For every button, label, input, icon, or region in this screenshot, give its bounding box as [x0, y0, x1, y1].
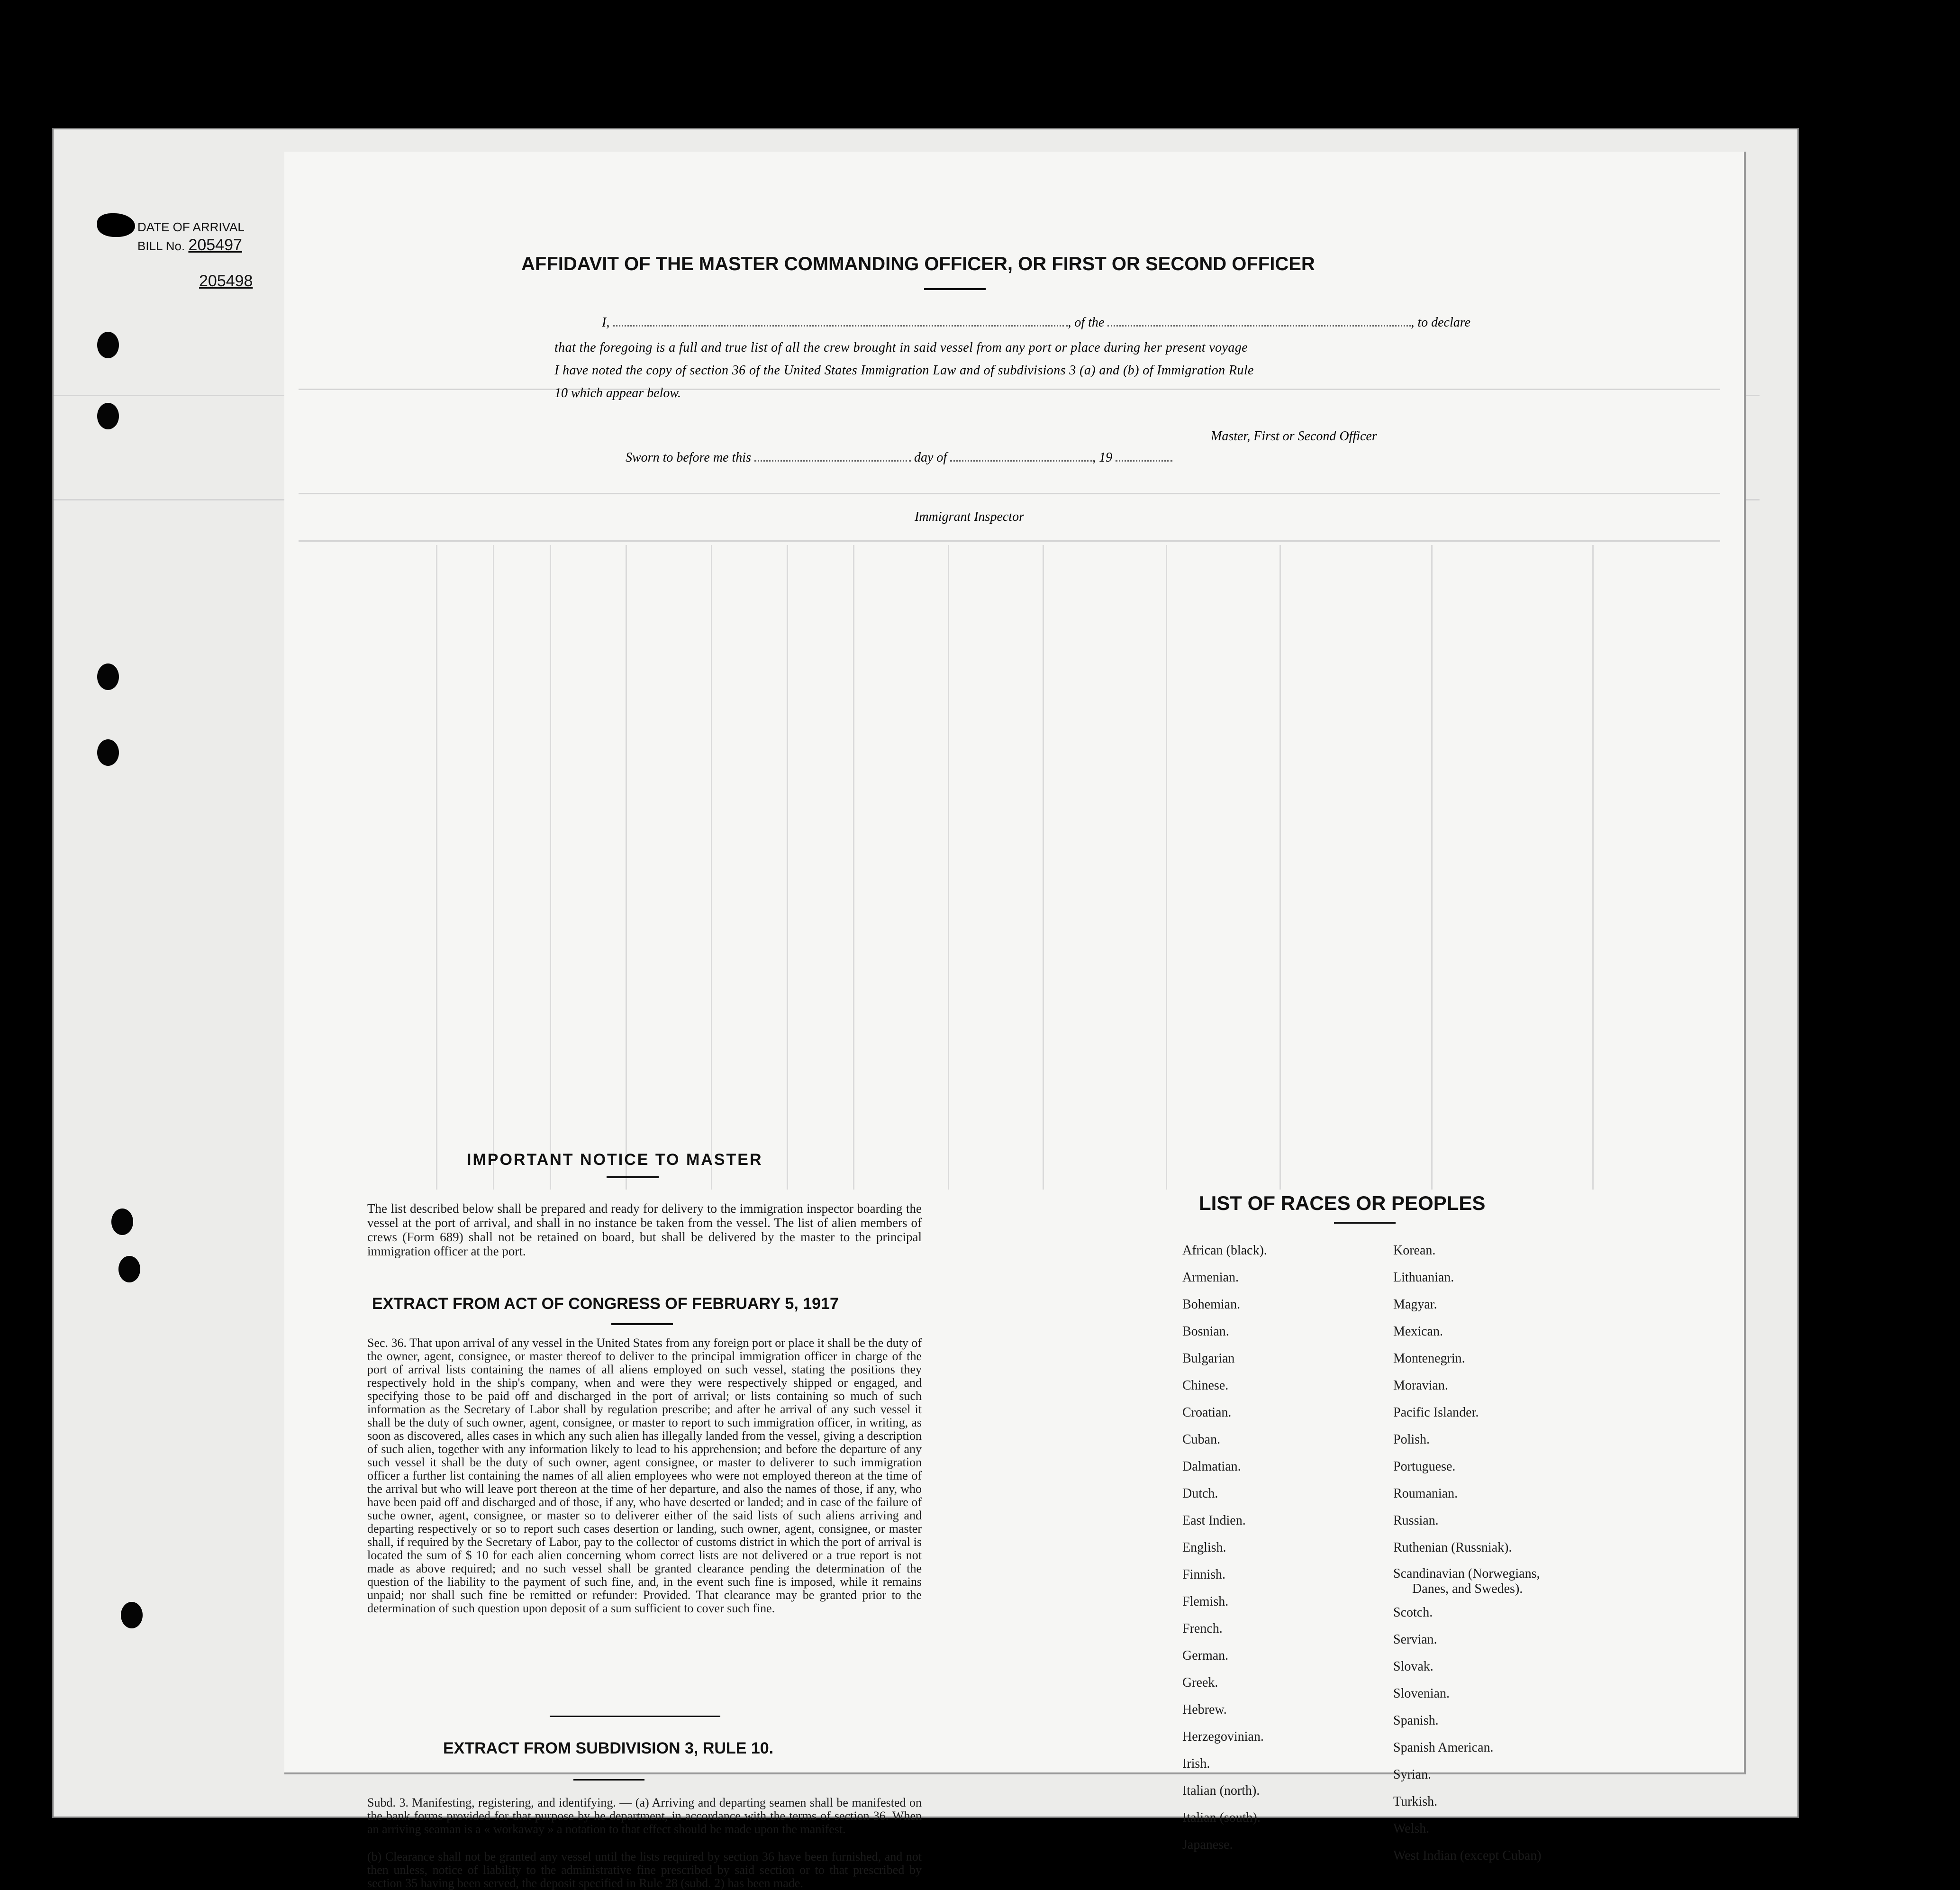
race-item: Italian (north).	[1182, 1783, 1260, 1798]
race-item: Korean.	[1393, 1243, 1436, 1258]
day-of-label: day of	[914, 450, 947, 465]
affidavit-line-1	[602, 315, 1470, 330]
bill-number-2: 205498	[199, 272, 253, 290]
race-item: Magyar.	[1393, 1297, 1437, 1312]
punch-hole	[118, 1256, 140, 1282]
sworn-label: Sworn to before me this	[626, 450, 751, 465]
year-label: , 19	[1092, 450, 1113, 465]
punch-hole	[97, 663, 119, 690]
race-item: Greek.	[1182, 1675, 1218, 1690]
race-item: Bohemian.	[1182, 1297, 1241, 1312]
race-item: Hebrew.	[1182, 1702, 1227, 1717]
race-item: Ruthenian (Russniak).	[1393, 1540, 1512, 1555]
race-item: Montenegrin.	[1393, 1351, 1465, 1366]
race-item: French.	[1182, 1621, 1223, 1636]
race-item: Bulgarian	[1182, 1351, 1235, 1366]
punch-hole	[97, 332, 119, 358]
race-item: Polish.	[1393, 1432, 1430, 1447]
notice-heading: IMPORTANT NOTICE TO MASTER	[467, 1151, 763, 1169]
ink-blot	[97, 213, 135, 237]
race-item: Scotch.	[1393, 1605, 1433, 1620]
race-item: Bosnian.	[1182, 1324, 1229, 1339]
inspector-label: Immigrant Inspector	[915, 509, 1024, 524]
affidavit-line-2: that the foregoing is a full and true list of all the crew brought in said vessel from any port or place during her present voyage	[554, 340, 1248, 355]
act-extract-rule	[611, 1323, 673, 1325]
race-item: Slovak.	[1393, 1659, 1434, 1674]
bill-label: BILL No.	[137, 239, 185, 253]
affidavit-line-4: 10 which appear below.	[554, 386, 681, 400]
race-item: Lithuanian.	[1393, 1270, 1454, 1285]
race-item: African (black).	[1182, 1243, 1267, 1258]
race-item: Cuban.	[1182, 1432, 1221, 1447]
race-item: Mexican.	[1393, 1324, 1443, 1339]
affidavit-i: I,	[602, 315, 610, 330]
rule-extract-text-a: Subd. 3. Manifesting, registering, and identifying. — (a) Arriving and departing seamen shall be manifested on the bank forms provided for that purpose by he department, in accordance with the terms of section 36. When an arriving seaman is a « workaway » a notation to that effect should be made upon the manifest.	[367, 1796, 922, 1836]
affidavit-heading: AFFIDAVIT OF THE MASTER COMMANDING OFFICER, OR FIRST OR SECOND OFFICER	[521, 254, 1315, 274]
punch-hole	[97, 739, 119, 766]
race-item: Dalmatian.	[1182, 1459, 1241, 1474]
races-list-left	[1182, 1237, 1267, 1858]
race-item: Slovenian.	[1393, 1686, 1450, 1701]
races-rule	[1334, 1222, 1396, 1224]
race-item: Armenian.	[1182, 1270, 1239, 1285]
heading-rule	[924, 288, 986, 290]
date-of-arrival-label: DATE OF ARRIVAL	[137, 220, 245, 234]
race-item: Moravian.	[1393, 1378, 1448, 1393]
sworn-line	[626, 450, 1172, 465]
race-item: Turkish.	[1393, 1794, 1438, 1809]
act-extract-text: Sec. 36. That upon arrival of any vessel in the United States from any foreign port or place it shall be the duty of the owner, agent, consignee, or master thereof to deliver to the principal immigration officer in charge of the port of arrival lists containing the names of all aliens employed on such vessel, stating the positions they respectively hold in the ship's company, when and were they were respectively shipped or engaged, and specifying those to be paid off and discharged in the port of arrival; or lists containing so much of such information as the Secretary of Labor shall by regulation prescribe; and after he arrival of any such vessel it shall be the duty of such owner, agent, consignee, or master to report to such immigration officer, in writing, as soon as discovered, alles cases in which any such alien has illegally landed from the vessel, giving a description of such alien, together with any information likely to lead to his apprehension; and before the departure of any such vessel it shall be the duty of such owner, agent consignee, or master to deliverer to such immigration officer a further list containing the names of all alien employees who were not employed thereon at the time of the arrival but who will leave port thereon at the time of her departure, and also the names of those, if any, who have been paid off and discharged and of those, if any, who have deserted or landed; and in case of the failure of suche owner, agent, consignee, or master so to deliverer either of the said lists of such aliens arriving and departing respectively or so to report such cases desertion or landing, such owner, agent, consignee, or master shall, if required by the Secretary of Labor, pay to the collector of customs district in which the port of arrival is located the sum of $ 10 for each alien concerning whom correct lists are not delivered or a true report is not made as above required; and no such vessel shall be granted clearance pending the determination of the question of the liability to the payment of such fine, and, in the event such fine is imposed, while it remains unpaid; nor shall such fine be remitted or refunder: Provided. That clearance may be granted prior to the determination of such question upon deposit of a sum sufficient to cover such fine.	[367, 1336, 922, 1615]
race-item: Dutch.	[1182, 1486, 1218, 1501]
bill-number-1: 205497	[188, 236, 242, 254]
race-item: German.	[1182, 1648, 1229, 1663]
race-item: Syrian.	[1393, 1767, 1432, 1782]
race-item: Croatian.	[1182, 1405, 1232, 1420]
races-heading: LIST OF RACES OR PEOPLES	[1199, 1192, 1486, 1214]
act-extract-heading: EXTRACT FROM ACT OF CONGRESS OF FEBRUARY 5, 1917	[372, 1295, 839, 1313]
punch-hole	[97, 403, 119, 429]
race-item: Italian (south).	[1182, 1810, 1261, 1825]
affidavit-to-declare: , to declare	[1411, 315, 1471, 330]
race-item: Danes, and Swedes).	[1412, 1581, 1523, 1596]
race-item: Russian.	[1393, 1513, 1439, 1528]
race-item: Servian.	[1393, 1632, 1437, 1647]
bill-stub	[137, 218, 253, 290]
race-item: Spanish.	[1393, 1713, 1439, 1728]
rule-extract-rule	[573, 1779, 644, 1781]
race-item: Welsh.	[1393, 1821, 1430, 1836]
race-item: Flemish.	[1182, 1594, 1229, 1609]
master-signature-label: Master, First or Second Officer	[1211, 429, 1377, 444]
race-item: Finnish.	[1182, 1567, 1226, 1582]
race-item: East Indien.	[1182, 1513, 1246, 1528]
race-item: Herzegovinian.	[1182, 1729, 1264, 1744]
race-item: Scandinavian (Norwegians,	[1393, 1566, 1540, 1581]
section-divider	[550, 1716, 720, 1717]
race-item: Portuguese.	[1393, 1459, 1456, 1474]
race-item: Chinese.	[1182, 1378, 1229, 1393]
punch-hole	[111, 1209, 133, 1235]
race-item: English.	[1182, 1540, 1226, 1555]
race-item: Irish.	[1182, 1756, 1210, 1771]
affidavit-of-the: , of the	[1068, 315, 1105, 330]
race-item: West Indian (except Cuban)	[1393, 1848, 1542, 1863]
affidavit-sheet	[284, 152, 1746, 1890]
races-list-right	[1393, 1237, 1542, 1869]
punch-hole	[121, 1602, 143, 1628]
bill-number-row	[137, 236, 253, 255]
race-item: Spanish American.	[1393, 1740, 1494, 1755]
affidavit-line-3: I have noted the copy of section 36 of the United States Immigration Law and of subdivisions 3 (a) and (b) of Immigration Rule	[554, 363, 1254, 378]
notice-rule	[607, 1176, 659, 1178]
race-item: Pacific Islander.	[1393, 1405, 1479, 1420]
rule-extract-heading: EXTRACT FROM SUBDIVISION 3, RULE 10.	[443, 1739, 774, 1757]
rule-extract-text-b: (b) Clearance shall not be granted any vessel until the lists required by section 36 have been furnished, and not then unless, notice of liability to the administrative fine prescribed by said section or to that prescribed by section 35 having been served, the deposit specified in Rule 28 (subd. 2) has been made.	[367, 1850, 922, 1890]
race-item: Japanese.	[1182, 1837, 1233, 1852]
race-item: Roumanian.	[1393, 1486, 1458, 1501]
notice-text: The list described below shall be prepared and ready for delivery to the immigration inspector boarding the vessel at the port of arrival, and shall in no instance be taken from the vessel. The list of alien members of crews (Form 689) shall not be retained on board, but shall be delivered by the master to the principal immigration officer at the port.	[367, 1201, 922, 1258]
